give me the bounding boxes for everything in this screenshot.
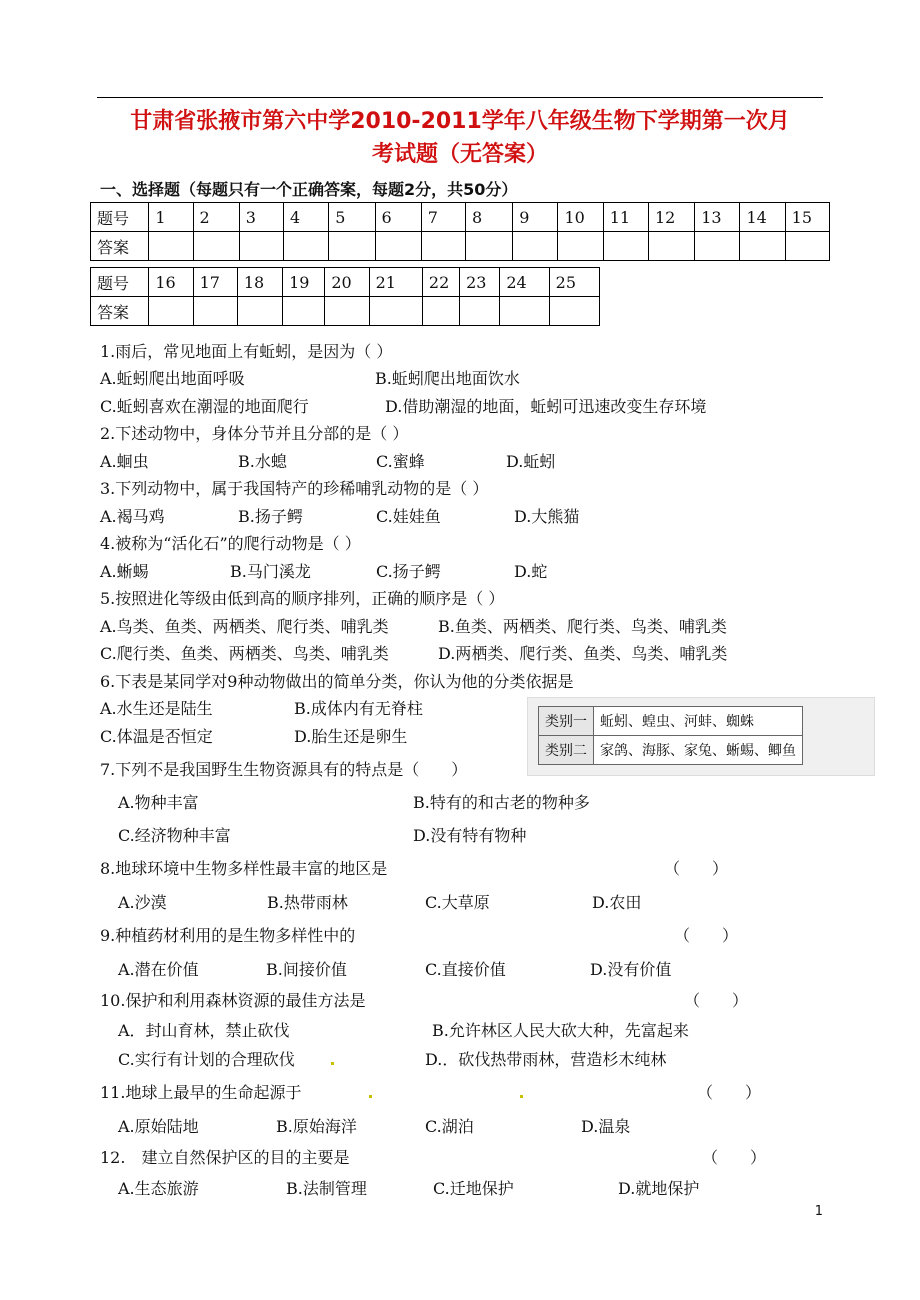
q3-option-d: D.大熊猫 [514,507,580,526]
answer-cell[interactable] [237,297,282,326]
question-number-cell: 7 [421,203,465,232]
q1-option-d: D.借助潮湿的地面，蚯蚓可迅速改变生存环境 [385,397,707,416]
answer-cell[interactable] [500,297,549,326]
q8-option-b: B.热带雨林 [267,893,348,912]
q8-option-a: A.沙漠 [118,893,167,912]
classification-table-figure [527,697,875,776]
q11-option-d: D.温泉 [581,1117,631,1136]
q12-option-a: A.生态旅游 [118,1179,199,1198]
question-number-cell: 17 [193,268,237,297]
answer-cell[interactable] [558,232,603,261]
q12-answer-paren: （ ） [702,1148,767,1167]
question-number-cell: 6 [375,203,421,232]
section-heading: 一、选择题（每题只有一个正确答案，每题2分，共50分） [100,180,518,199]
question-number-cell: 23 [460,268,500,297]
question-number-cell: 15 [785,203,829,232]
row-label-answer: 答案 [91,232,149,261]
q5-option-b: B.鱼类、两栖类、爬行类、鸟类、哺乳类 [438,617,727,636]
question-number-cell: 19 [283,268,325,297]
answer-cell[interactable] [695,232,740,261]
q11-option-a: A.原始陆地 [118,1117,199,1136]
answer-cell[interactable] [422,297,459,326]
answer-cell[interactable] [193,232,239,261]
question-9-stem: 9.种植药材利用的是生物多样性中的 [100,926,356,945]
answer-cell[interactable] [325,297,369,326]
q2-option-d: D.蚯蚓 [506,452,556,471]
answer-cell[interactable] [603,232,648,261]
row-label-answer: 答案 [91,297,149,326]
q9-option-c: C.直接价值 [425,960,506,979]
question-number-cell: 18 [237,268,282,297]
answer-cell[interactable] [375,232,421,261]
q8-answer-paren: （ ） [664,859,729,878]
question-number-cell: 8 [466,203,513,232]
classification-table [538,706,803,765]
question-number-cell: 4 [284,203,329,232]
answer-cell[interactable] [149,232,193,261]
q4-option-d: D.蛇 [514,562,548,581]
category-items: 家鸽、海豚、家兔、蜥蜴、鲫鱼 [594,736,803,765]
q2-option-a: A.蛔虫 [100,452,149,471]
q1-option-c: C.蚯蚓喜欢在潮湿的地面爬行 [100,397,309,416]
q12-option-b: B.法制管理 [286,1179,367,1198]
stray-dot [331,1062,334,1065]
question-number-cell: 16 [149,268,193,297]
q2-option-b: B.水螅 [238,452,287,471]
answer-cell[interactable] [329,232,375,261]
question-4-stem: 4.被称为“活化石”的爬行动物是（ ） [100,534,361,553]
row-label-question: 题号 [91,268,149,297]
q4-option-a: A.蜥蜴 [100,562,149,581]
q2-option-c: C.蜜蜂 [376,452,425,471]
category-label: 类别一 [539,707,594,736]
question-number-cell: 22 [422,268,459,297]
category-label: 类别二 [539,736,594,765]
answer-cell[interactable] [283,297,325,326]
q6-option-d: D.胎生还是卵生 [294,727,408,746]
q11-option-b: B.原始海洋 [276,1117,357,1136]
question-1-stem: 1.雨后，常见地面上有蚯蚓，是因为（ ） [100,342,393,361]
question-number-cell: 13 [695,203,740,232]
answer-cell[interactable] [149,297,193,326]
q5-option-d: D.两栖类、爬行类、鱼类、鸟类、哺乳类 [438,644,728,663]
q5-option-a: A.鸟类、鱼类、两栖类、爬行类、哺乳类 [100,617,389,636]
question-number-cell: 2 [193,203,239,232]
question-12-stem: 12. 建立自然保护区的目的主要是 [100,1148,350,1167]
q11-answer-paren: （ ） [697,1083,762,1102]
answer-table-2 [90,267,600,326]
question-number-cell: 1 [149,203,193,232]
question-number-cell: 3 [239,203,283,232]
question-10-stem: 10.保护和利用森林资源的最佳方法是 [100,991,366,1010]
row-label-question: 题号 [91,203,149,232]
question-number-cell: 14 [740,203,785,232]
q9-option-b: B.间接价值 [266,960,347,979]
question-2-stem: 2.下述动物中，身体分节并且分部的是（ ） [100,424,409,443]
stray-dot [369,1095,372,1098]
question-number-cell: 12 [648,203,694,232]
q3-option-a: A.褐马鸡 [100,507,165,526]
header-rule [97,97,823,98]
q10-answer-paren: （ ） [684,991,749,1010]
q6-option-c: C.体温是否恒定 [100,727,213,746]
q12-option-c: C.迁地保护 [433,1179,514,1198]
q9-option-a: A.潜在价值 [118,960,199,979]
answer-cell[interactable] [460,297,500,326]
q5-option-c: C.爬行类、鱼类、两栖类、鸟类、哺乳类 [100,644,389,663]
q3-option-b: B.扬子鳄 [238,507,303,526]
question-number-cell: 10 [558,203,603,232]
q7-option-d: D.没有特有物种 [413,826,527,845]
question-number-cell: 9 [513,203,558,232]
answer-cell[interactable] [239,232,283,261]
question-7-stem: 7.下列不是我国野生生物资源具有的特点是（ ） [100,760,468,779]
answer-cell[interactable] [549,297,599,326]
answer-cell[interactable] [369,297,422,326]
page-title-line1: 甘肃省张掖市第六中学2010-2011学年八年级生物下学期第一次月 [130,109,790,134]
answer-cell[interactable] [648,232,694,261]
q3-option-c: C.娃娃鱼 [376,507,441,526]
question-number-cell: 25 [549,268,599,297]
q4-option-c: C.扬子鳄 [376,562,441,581]
stray-dot [520,1095,523,1098]
q9-option-d: D.没有价值 [590,960,672,979]
q10-option-c: C.实行有计划的合理砍伐 [118,1050,295,1069]
question-8-stem: 8.地球环境中生物多样性最丰富的地区是 [100,859,388,878]
question-5-stem: 5.按照进化等级由低到高的顺序排列，正确的顺序是（ ） [100,589,505,608]
question-number-cell: 11 [603,203,648,232]
q8-option-d: D.农田 [592,893,642,912]
q8-option-c: C.大草原 [425,893,490,912]
question-number-cell: 24 [500,268,549,297]
question-number-cell: 20 [325,268,369,297]
q10-option-b: B.允许林区人民大砍大种，先富起来 [432,1021,689,1040]
q10-option-d: D.．砍伐热带雨林，营造杉木纯林 [425,1050,667,1069]
answer-cell[interactable] [466,232,513,261]
q7-option-b: B.特有的和古老的物种多 [413,793,590,812]
answer-cell[interactable] [193,297,237,326]
question-number-cell: 5 [329,203,375,232]
answer-cell[interactable] [740,232,785,261]
q12-option-d: D.就地保护 [618,1179,700,1198]
q6-option-a: A.水生还是陆生 [100,699,213,718]
answer-cell[interactable] [421,232,465,261]
category-items: 蚯蚓、蝗虫、河蚌、蜘蛛 [594,707,803,736]
question-3-stem: 3.下列动物中，属于我国特产的珍稀哺乳动物的是（ ） [100,479,489,498]
answer-cell[interactable] [513,232,558,261]
q6-option-b: B.成体内有无脊柱 [294,699,423,718]
answer-cell[interactable] [785,232,829,261]
question-number-cell: 21 [369,268,422,297]
q1-option-a: A.蚯蚓爬出地面呼吸 [100,369,245,388]
table-row [539,736,803,765]
q9-answer-paren: （ ） [674,926,739,945]
question-11-stem: 11.地球上最早的生命起源于 [100,1083,302,1102]
answer-table-1 [90,202,830,261]
q1-option-b: B.蚯蚓爬出地面饮水 [375,369,520,388]
q4-option-b: B.马门溪龙 [230,562,311,581]
q11-option-c: C.湖泊 [425,1117,474,1136]
page-number: 1 [814,1204,823,1219]
question-6-stem: 6.下表是某同学对9种动物做出的简单分类，你认为他的分类依据是 [100,672,574,691]
q10-option-a: A．封山育林，禁止砍伐 [118,1021,290,1040]
answer-cell[interactable] [284,232,329,261]
q7-option-a: A.物种丰富 [118,793,199,812]
table-row [539,707,803,736]
q7-option-c: C.经济物种丰富 [118,826,231,845]
page-title-line2: 考试题（无答案） [371,142,548,167]
